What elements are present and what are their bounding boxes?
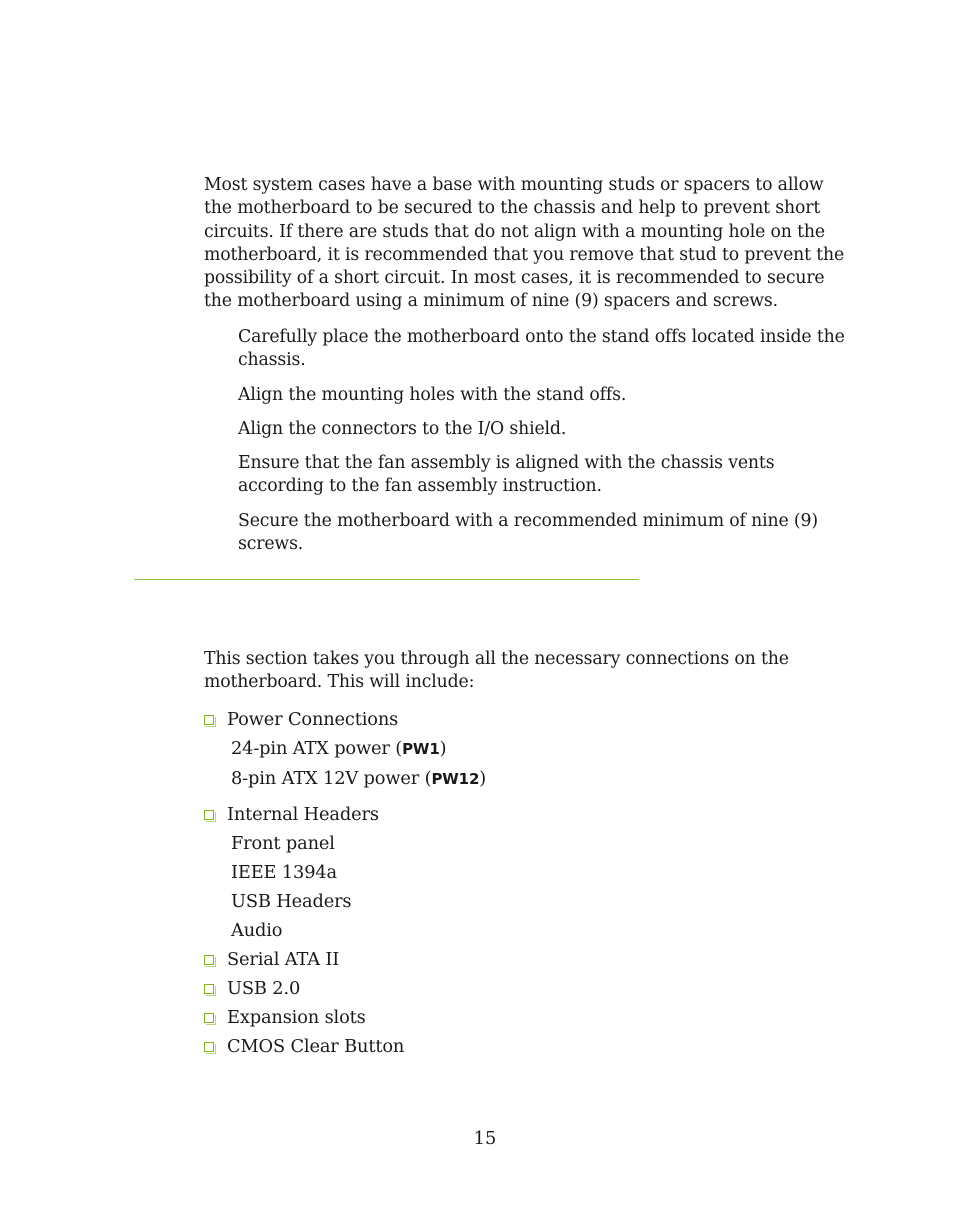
connection-item-label: Expansion slots bbox=[227, 1007, 366, 1028]
sub-item: USB Headers bbox=[231, 891, 352, 912]
page-number: 15 bbox=[473, 1128, 497, 1149]
connection-item-sata bbox=[204, 945, 804, 974]
sub-item: IEEE 1394a bbox=[231, 862, 337, 883]
sub-item: Audio bbox=[231, 920, 283, 941]
connections-intro-paragraph: This section takes you through all the necessary connections on the motherboard. This will include: bbox=[204, 649, 789, 693]
connection-item-power bbox=[204, 705, 804, 794]
mounting-step: Ensure that the fan assembly is aligned with the chassis vents according to the fan assembly instruction. bbox=[238, 453, 775, 497]
connections-list bbox=[204, 705, 804, 1061]
checkbox-bullet-icon bbox=[204, 715, 214, 725]
connection-item-internal-headers bbox=[204, 800, 804, 945]
checkbox-bullet-icon bbox=[204, 1042, 214, 1052]
sub-item: Front panel bbox=[231, 833, 335, 854]
mounting-step: Secure the motherboard with a recommended minimum of nine (9) screws. bbox=[238, 510, 818, 555]
checkbox-bullet-icon bbox=[204, 984, 214, 994]
mounting-steps-list bbox=[238, 326, 858, 567]
mounting-intro-paragraph: Most system cases have a base with mounting studs or spacers to allow the motherboard to be secured to the chassis and help to prevent short circuits. If there are studs that do not align with a mounting hole on the motherboard, it is recommended that you remove that stud to prevent the possibility of a short circuit. In most cases, it is recommended to secure the motherboard using a minimum of nine (9) spacers and screws. bbox=[204, 175, 845, 312]
mounting-step: Carefully place the motherboard onto the stand offs located inside the chassis. bbox=[238, 327, 845, 371]
connection-item-label: USB 2.0 bbox=[227, 978, 301, 999]
headers-sublist bbox=[204, 829, 804, 945]
section-divider bbox=[134, 579, 639, 580]
checkbox-bullet-icon bbox=[204, 1013, 214, 1023]
connection-item-usb bbox=[204, 974, 804, 1003]
connection-item-label: CMOS Clear Button bbox=[227, 1036, 405, 1057]
sub-item: 8-pin ATX 12V power (PW12) bbox=[231, 768, 487, 789]
checkbox-bullet-icon bbox=[204, 810, 214, 820]
connection-item-label: Internal Headers bbox=[227, 804, 379, 825]
connection-item-cmos bbox=[204, 1032, 804, 1061]
connection-item-expansion bbox=[204, 1003, 804, 1032]
mounting-step: Align the mounting holes with the stand offs. bbox=[238, 384, 627, 405]
connector-code: PW1 bbox=[402, 740, 440, 758]
mounting-step: Align the connectors to the I/O shield. bbox=[238, 418, 567, 439]
power-sublist bbox=[204, 734, 804, 794]
connector-code: PW12 bbox=[431, 770, 480, 788]
sub-item: 24-pin ATX power (PW1) bbox=[231, 738, 447, 759]
connection-item-label: Power Connections bbox=[227, 709, 399, 730]
connection-item-label: Serial ATA II bbox=[227, 949, 340, 970]
checkbox-bullet-icon bbox=[204, 955, 214, 965]
